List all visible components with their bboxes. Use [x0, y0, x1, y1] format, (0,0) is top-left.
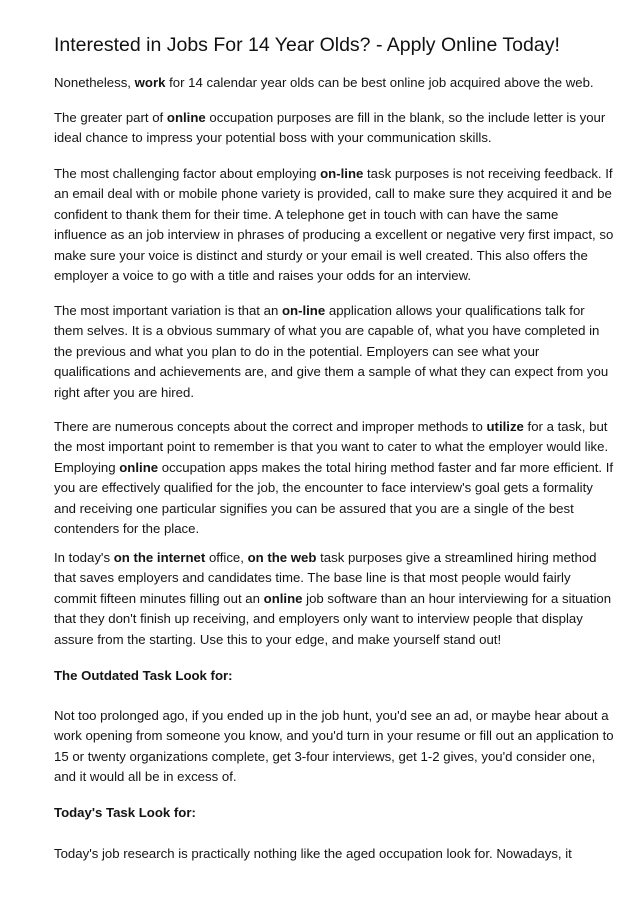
- keyword-bold: online: [119, 459, 159, 475]
- text-segment: The most important variation is that an: [54, 303, 282, 318]
- page-title: Interested in Jobs For 14 Year Olds? - Apply Online Today!: [54, 34, 560, 56]
- section-heading-todays-search: Today's Task Look for:: [54, 805, 196, 820]
- keyword-bold: on the web: [247, 550, 317, 565]
- text-segment: application allows your qualifications talk for them selves. It is a obvious summary of what you are capable of, what you have completed in the previous and what you plan to do in the potential. Employers can see what your qualifications and achievements are, and give them a sample of what they can expect from you right after you are hired.: [54, 303, 609, 400]
- keyword-bold: utilize: [486, 419, 524, 434]
- text-segment: Nonetheless,: [54, 75, 135, 90]
- paragraph-today: Today's job research is practically nothing like the aged occupation look for. Nowadays, it: [54, 846, 572, 861]
- text-segment: There are numerous concepts about the correct and improper methods to: [54, 419, 487, 434]
- paragraph-cover-letter: [54, 108, 614, 149]
- keyword-bold: on the internet: [113, 550, 206, 565]
- text-segment: for a task, but the most important point to remember is that you want to cater to what the employer would like. Employing: [54, 419, 609, 475]
- keyword-bold: on-line: [320, 166, 364, 181]
- text-segment: for 14 calendar year olds can be best online job acquired above the web.: [165, 75, 594, 90]
- paragraph-old-search: Not too prolonged ago, if you ended up in the job hunt, you'd see an ad, or maybe hear about a work opening from someone you know, and you'd turn in your resume or fill out an application to 15 or twenty organizations complete, get 3-four interviews, get 1-2 gives, you'd consider one, and it would all be in excess of.: [54, 708, 614, 785]
- keyword-bold: online: [166, 110, 206, 125]
- text-segment: In today's: [54, 550, 114, 565]
- text-segment: task purposes is not receiving feedback. If an email deal with or mobile phone variety is provided, call to make sure they acquired it and be confident to thank them for their time. A telephone get in touch with can have the same influence as an job interview in phrases of producing a excellent or negative very first impact, so make sure your voice is distinct and sturdy or your email is well created. This also offers the employer a voice to go with a title and raises your odds for an interview.: [54, 166, 614, 284]
- text-segment: The most challenging factor about employing: [54, 166, 321, 181]
- keyword-bold: on-line: [281, 303, 326, 318]
- text-segment: The greater part of: [54, 110, 167, 125]
- paragraph-feedback: [54, 164, 614, 286]
- text-segment: task purposes give a streamlined hiring method that saves employers and candidates time. The base line is that most people would fairly commit fifteen minutes filling out an: [54, 550, 597, 606]
- text-segment: job software than an hour interviewing for a situation that they don't finish up receiving, and employers only want to interview people that display assure from the starting. Use this to your edge, and make yourself stand out!: [54, 590, 612, 647]
- text-segment: occupation apps makes the total hiring method faster and far more efficient. If you are effectively qualified for the job, the encounter to face interview's goal gets a formality and receiving one particular signifies you can be assured that you are a single of the best contenders for the place.: [54, 459, 614, 537]
- paragraph-variation: [54, 301, 614, 403]
- keyword-bold: work: [134, 75, 166, 90]
- text-segment: occupation purposes are fill in the blank, so the include letter is your ideal chance to impress your potential boss with your communication skills.: [54, 110, 606, 146]
- paragraph-office: [54, 548, 614, 650]
- section-heading-outdated-search: The Outdated Task Look for:: [54, 668, 233, 683]
- paragraph-methods: [54, 417, 614, 539]
- keyword-bold: online: [263, 590, 303, 606]
- text-segment: office,: [205, 550, 248, 565]
- paragraph-intro: [54, 73, 614, 93]
